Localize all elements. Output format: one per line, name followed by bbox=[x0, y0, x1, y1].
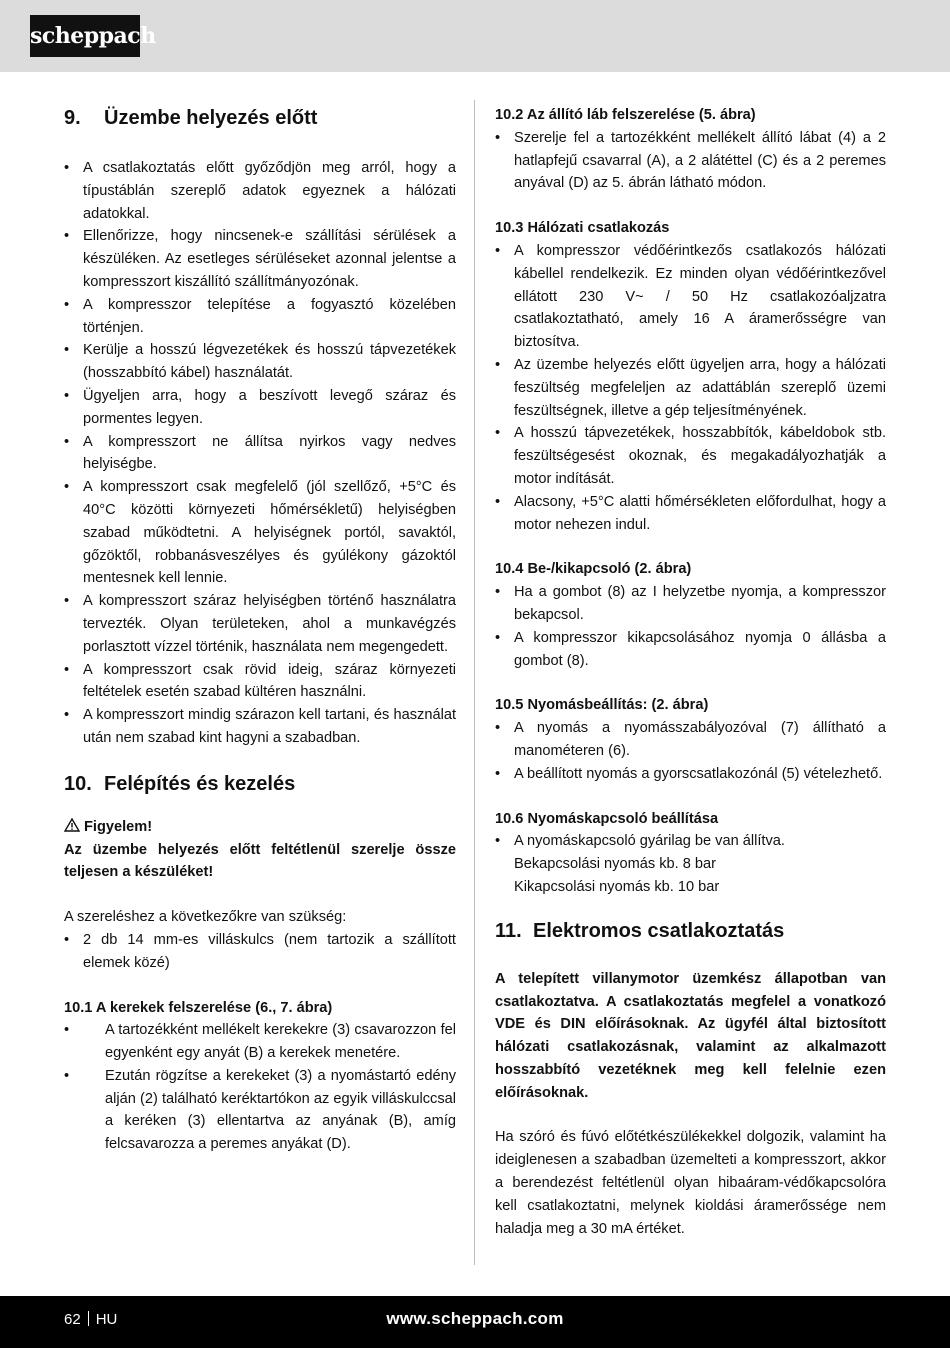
list-item: • A csatlakoztatás előtt győződjön meg arról, hogy a típustáblán szereplő adatok egyeznek a hálózati adatokkal. bbox=[64, 157, 456, 225]
warning-text: Az üzembe helyezés előtt feltétlenül szerelje össze teljesen a készüléket! bbox=[64, 841, 456, 881]
section-10-6-list bbox=[495, 830, 886, 853]
list-item: • Ha a gombot (8) az I helyzetbe nyomja, a kompresszor bekapcsol. bbox=[495, 581, 886, 627]
list-item: • A kompresszort mindig szárazon kell tartani, és használat után nem szabad kint hagyni a szabadban. bbox=[64, 704, 456, 750]
section-10-2-list bbox=[495, 127, 886, 195]
section-10-6-heading: 10.6 Nyomáskapcsoló beállítása bbox=[495, 810, 719, 827]
requirements-intro: A szereléshez a következőkre van szükség: bbox=[64, 909, 347, 926]
list-item: • A nyomás a nyomásszabályozóval (7) állítható a manométeren (6). bbox=[495, 717, 886, 763]
column-divider bbox=[474, 100, 475, 1265]
section-10-5-list bbox=[495, 717, 886, 785]
list-item: • Alacsony, +5°C alatti hőmérsékleten előfordulhat, hogy a motor nehezen indul. bbox=[495, 491, 886, 537]
list-item: • A nyomáskapcsoló gyárilag be van állítva. bbox=[495, 830, 886, 853]
list-item: • Kerülje a hosszú légvezetékek és hosszú tápvezetékek (hosszabbító kábel) használatát. bbox=[64, 339, 456, 385]
list-item: • Az üzembe helyezés előtt ügyeljen arra, hogy a hálózati feszültség megfeleljen az adattáblán szereplő üzemi feszültségnek, illetve a gép teljesítményének. bbox=[495, 354, 886, 422]
list-item: • Ügyeljen arra, hogy a beszívott levegő száraz és pormentes legyen. bbox=[64, 385, 456, 431]
list-item: • A kompresszor kikapcsolásához nyomja 0 állásba a gombot (8). bbox=[495, 627, 886, 673]
section-10-3-heading: 10.3 Hálózati csatlakozás bbox=[495, 220, 670, 237]
list-item: • A beállított nyomás a gyorscsatlakozónál (5) vételezhető. bbox=[495, 763, 886, 786]
section-9-heading: 9. Üzembe helyezés előtt bbox=[64, 107, 318, 129]
right-column bbox=[495, 104, 886, 1240]
list-item: • Ellenőrizze, hogy nincsenek-e szállítási sérülések a készüléken. Az esetleges sérüléseket azonnal jelentse a kompresszort kiszállító szállítmányozónak. bbox=[64, 225, 456, 293]
section-10-4-list bbox=[495, 581, 886, 672]
warning-triangle-icon bbox=[64, 818, 80, 832]
page-header bbox=[0, 0, 950, 72]
list-item: • A kompresszort csak megfelelő (jól szellőző, +5°C és 40°C közötti környezeti hőmérsékletű) helyiségben szabad működtetni. A helyiségnek portól, savaktól, gőzöktől, robbanásveszélyes és gyúlékony gázoktól mentesnek kell lennie. bbox=[64, 476, 456, 590]
list-item: • A hosszú tápvezetékek, hosszabbítók, kábeldobok stb. feszültségesést okoznak, és megakadályozhatják a motor indítását. bbox=[495, 422, 886, 490]
requirements-list bbox=[64, 929, 456, 975]
scheppach-logo: scheppach bbox=[30, 15, 140, 57]
section-10-1-list bbox=[64, 1019, 456, 1156]
section-9-list bbox=[64, 157, 456, 750]
left-column bbox=[64, 104, 456, 1156]
page-footer bbox=[0, 1296, 950, 1348]
list-item: • A kompresszor védőérintkezős csatlakozós hálózati kábellel rendelkezik. Ez minden olyan védőérintkezővel ellátott 230 V~ / 50 Hz csatlakozóaljzatra csatlakoztatható, amely 16 A áramerősségre van biztosítva. bbox=[495, 240, 886, 354]
website-link[interactable]: www.scheppach.com bbox=[386, 1309, 564, 1328]
list-item: • A kompresszort száraz helyiségben történő használatra tervezték. Olyan területeken, ahol a munkavégzés porlasztott vízzel történik, használata nem megengedett. bbox=[64, 590, 456, 658]
section-10-3-list bbox=[495, 240, 886, 536]
section-10-1-heading: 10.1 A kerekek felszerelése (6., 7. ábra) bbox=[64, 999, 333, 1016]
list-item: • 2 db 14 mm-es villáskulcs (nem tartozik a szállított elemek közé) bbox=[64, 929, 456, 975]
list-item: • A tartozékként mellékelt kerekekre (3) csavarozzon fel egyenként egy anyát (B) a kerekek menetére. bbox=[64, 1019, 456, 1065]
section-11-text: Ha szóró és fúvó előtétkészülékekkel dolgozik, valamint ha ideiglenesen a szabadban üzemelteti a kompresszort, akkor a berendezést feltétlenül olyan hibaáram-védőkapcsolóra kell csatlakoztatni, melynek kioldási áramerőssége nem haladja meg a 30 mA értéket. bbox=[495, 1129, 886, 1237]
switch-on-pressure: Bekapcsolási nyomás kb. 8 bar bbox=[514, 856, 716, 873]
section-10-2-heading: 10.2 Az állító láb felszerelése (5. ábra) bbox=[495, 107, 756, 123]
switch-off-pressure: Kikapcsolási nyomás kb. 10 bar bbox=[514, 878, 720, 895]
list-item: • A kompresszort csak rövid ideig, száraz környezeti feltételek esetén szabad kültéren használni. bbox=[64, 659, 456, 705]
list-item: • A kompresszor telepítése a fogyasztó közelében történjen. bbox=[64, 294, 456, 340]
warning-label: Figyelem! bbox=[64, 816, 456, 839]
list-item: • Ezután rögzítse a kerekeket (3) a nyomástartó edény alján (2) található keréktartókon az egyik villáskulccsal a keréken (3) ellentartva az anyának (B), amíg felcsavarozza a peremes anyákat (D). bbox=[64, 1065, 456, 1156]
section-11-heading: 11. Elektromos csatlakoztatás bbox=[495, 919, 785, 942]
section-10-heading: 10. Felépítés és kezelés bbox=[64, 772, 296, 795]
section-10-5-heading: 10.5 Nyomásbeállítás: (2. ábra) bbox=[495, 697, 709, 714]
list-item: • A kompresszort ne állítsa nyirkos vagy nedves helyiségbe. bbox=[64, 431, 456, 477]
list-item: • Szerelje fel a tartozékként mellékelt állító lábat (4) a 2 hatlapfejű csavarral (A), a 2 alátéttel (C) és a 2 peremes anyával (D) az 5. ábrán látható módon. bbox=[495, 127, 886, 195]
page-number: 62 HU bbox=[64, 1311, 118, 1328]
section-11-bold-text: A telepített villanymotor üzemkész állapotban van csatlakoztatva. A csatlakoztatás megfelel a vonatkozó VDE és DIN előírásoknak. Az ügyfél által biztosított hálózati csatlakozásnak, valamint az alkalmazott hosszabbító vezetéknek meg kell felelnie ezen előírásoknak. bbox=[495, 970, 886, 1101]
section-10-4-heading: 10.4 Be-/kikapcsoló (2. ábra) bbox=[495, 561, 692, 578]
